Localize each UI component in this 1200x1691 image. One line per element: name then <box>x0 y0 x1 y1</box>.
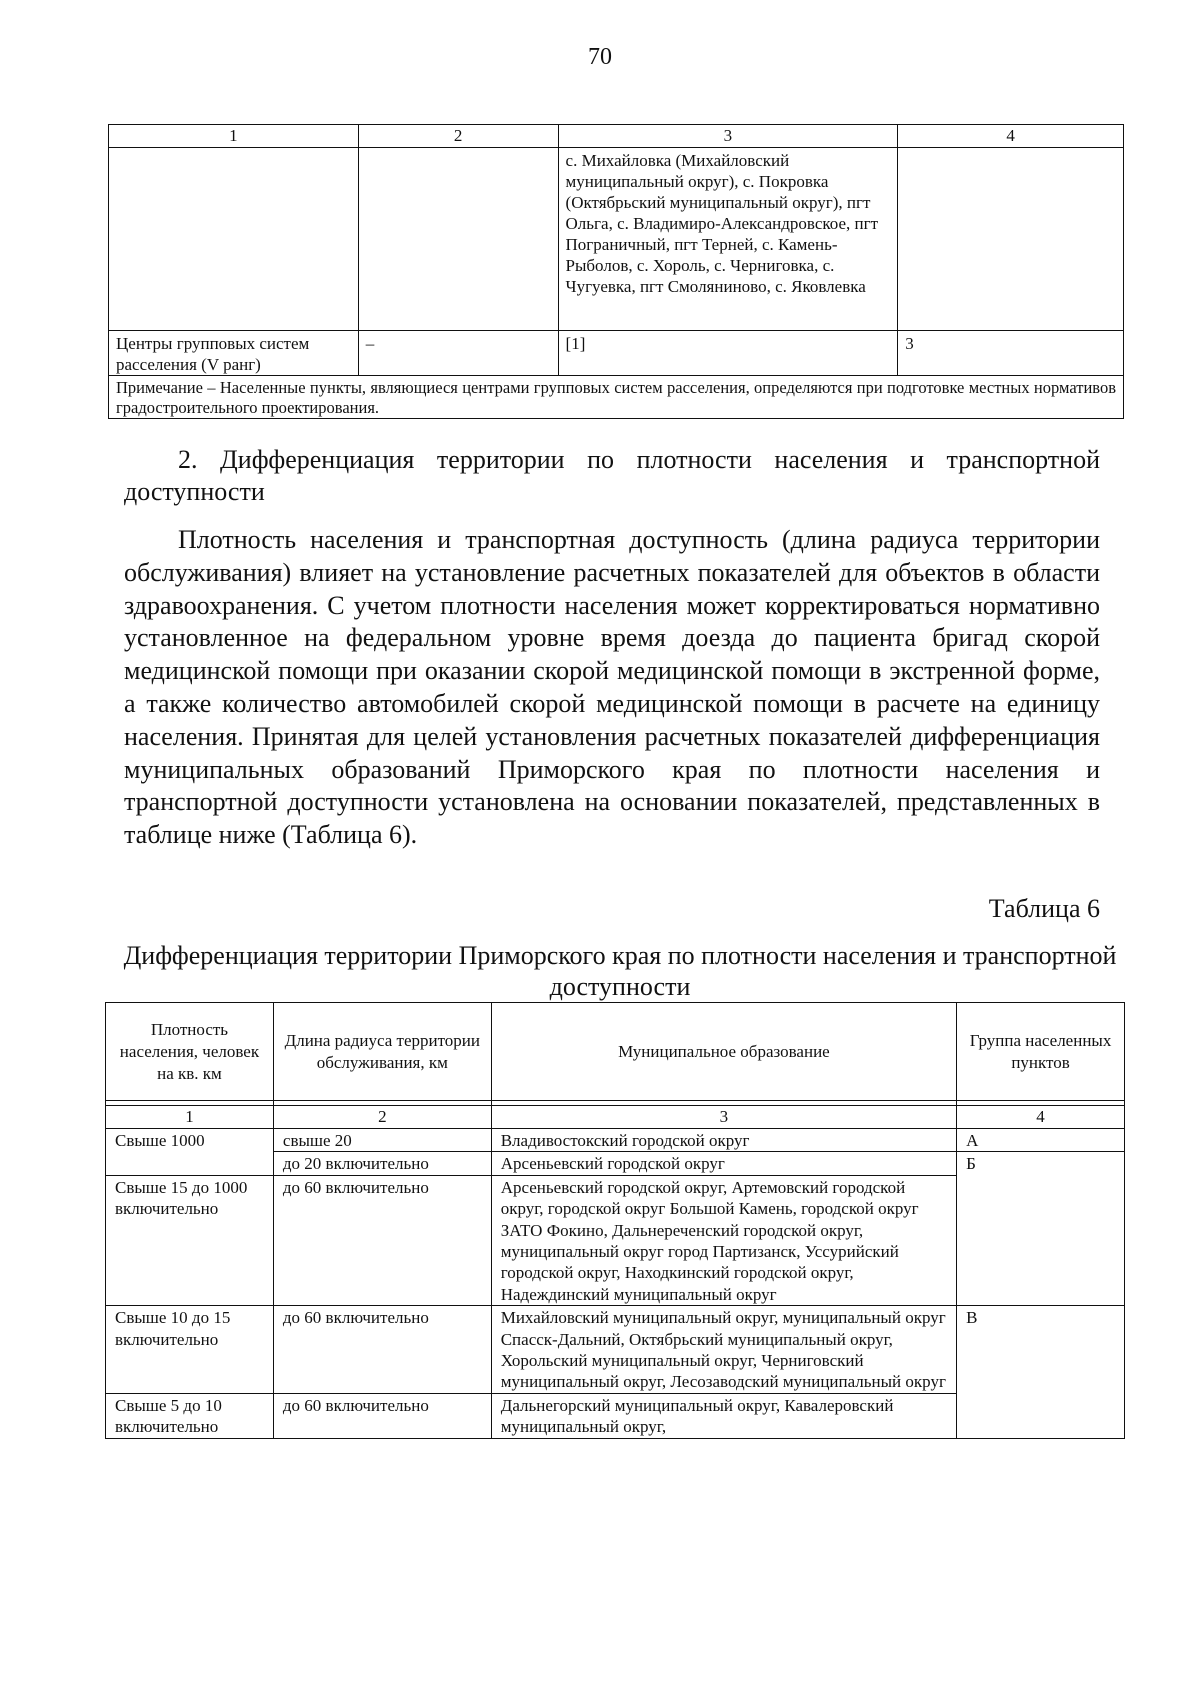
radius-cell: до 60 включительно <box>273 1393 491 1438</box>
radius-cell: свыше 20 <box>273 1129 491 1152</box>
column-number: 4 <box>898 125 1124 148</box>
column-number: 1 <box>109 125 359 148</box>
radius-cell: до 20 включительно <box>273 1152 491 1175</box>
column-number: 3 <box>558 125 898 148</box>
column-number-row <box>106 1106 1125 1129</box>
settlements-list: с. Михайловка (Михайловский муниципальный округ), с. Покровка (Октябрьский муниципальный округ), пгт Ольга, с. Владимиро-Александровское, пгт Пограничный, пгт Терней, с. Камень-Рыболов, с. Хороль, с. Черниговка, с. Чугуевка, пгт Смоляниново, с. Яковлевка <box>558 148 898 331</box>
table-header-row <box>106 1003 1125 1101</box>
table-cell <box>358 148 558 331</box>
table-title: Дифференциация территории Приморского края по плотности населения и транспортной доступности <box>123 941 1117 1001</box>
table-cell <box>898 148 1124 331</box>
table-note: Примечание – Населенные пункты, являющиеся центрами групповых систем расселения, определяются при подготовке местных нормативов градостроительного проектирования. <box>109 376 1124 419</box>
table-note-row <box>109 376 1124 419</box>
table-cell: [1] <box>558 331 898 376</box>
table-label: Таблица 6 <box>988 894 1100 923</box>
page-number: 70 <box>588 44 612 70</box>
column-number: 1 <box>106 1106 274 1129</box>
group-cell: Б <box>957 1152 1125 1306</box>
municipality-cell: Дальнегорский муниципальный округ, Кавалеровский муниципальный округ, <box>491 1393 956 1438</box>
column-number: 4 <box>957 1106 1125 1129</box>
section-heading: 2. Дифференциация территории по плотности населения и транспортной доступности <box>124 445 1100 506</box>
column-header: Длина радиуса территории обслуживания, км <box>273 1003 491 1101</box>
municipality-cell: Арсеньевский городской округ <box>491 1152 956 1175</box>
table-row <box>106 1129 1125 1152</box>
table-cell <box>109 148 359 331</box>
municipality-cell: Владивостокский городской округ <box>491 1129 956 1152</box>
body-paragraph: Плотность населения и транспортная доступность (длина радиуса территории обслуживания) влияет на установление расчетных показателей для объектов в области здравоохранения. С учетом плотности населения может корректироваться нормативно установленное на федеральном уровне время доезда до пациента бригад скорой медицинской помощи при оказании скорой медицинской помощи в экстренной форме, а также количество автомобилей скорой медицинской помощи в расчете на единицу населения. Принятая для целей установления расчетных показателей дифференциация муниципальных образований Приморского края по плотности населения и транспортной доступности установлена на основании показателей, представленных в таблице ниже (Таблица 6). <box>124 525 1100 850</box>
column-number: 3 <box>491 1106 956 1129</box>
density-cell: Свыше 15 до 1000 включительно <box>106 1175 274 1305</box>
column-number: 2 <box>358 125 558 148</box>
column-header: Плотность населения, человек на кв. км <box>106 1003 274 1101</box>
density-cell: Свыше 5 до 10 включительно <box>106 1393 274 1438</box>
radius-cell: до 60 включительно <box>273 1306 491 1394</box>
radius-cell: до 60 включительно <box>273 1175 491 1305</box>
table-row <box>109 331 1124 376</box>
density-table <box>105 1002 1125 1439</box>
column-number-row <box>109 125 1124 148</box>
table-row <box>106 1306 1125 1394</box>
settlement-type: Центры групповых систем расселения (V ранг) <box>109 331 359 376</box>
table-row <box>109 148 1124 331</box>
group-cell: А <box>957 1129 1125 1152</box>
density-cell: Свыше 1000 <box>106 1129 274 1176</box>
column-header: Муниципальное образование <box>491 1003 956 1101</box>
municipality-cell: Михайловский муниципальный округ, муниципальный округ Спасск-Дальний, Октябрьский муниципальный округ, Хорольский муниципальный округ, Черниговский муниципальный округ, Лесозаводский муниципальный округ <box>491 1306 956 1394</box>
settlement-table-continued <box>108 124 1124 419</box>
group-cell: В <box>957 1306 1125 1438</box>
table-cell: – <box>358 331 558 376</box>
column-header: Группа населенных пунктов <box>957 1003 1125 1101</box>
municipality-cell: Арсеньевский городской округ, Артемовский городской округ, городской округ Большой Камень, городской округ ЗАТО Фокино, Дальнереченский городской округ, муниципальный округ город Партизанск, Уссурийский городской округ, Находкинский городской округ, Надеждинский муниципальный округ <box>491 1175 956 1305</box>
table-cell: 3 <box>898 331 1124 376</box>
density-cell: Свыше 10 до 15 включительно <box>106 1306 274 1394</box>
column-number: 2 <box>273 1106 491 1129</box>
